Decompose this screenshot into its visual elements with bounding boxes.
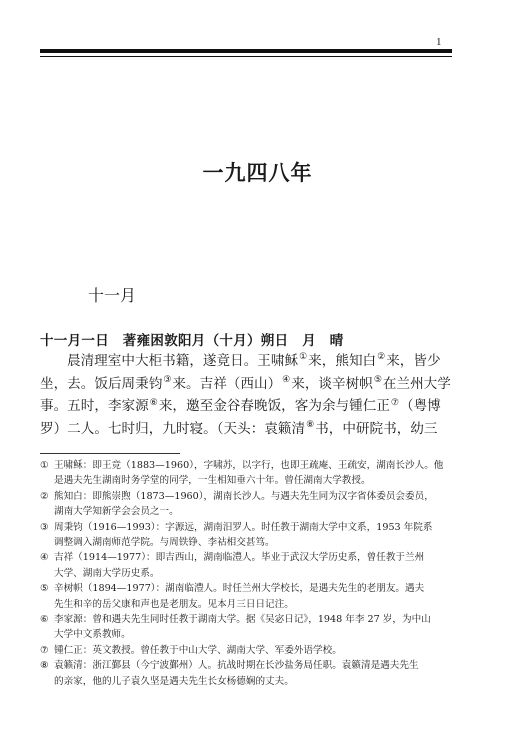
year-title: 一九四八年 — [202, 160, 313, 185]
footnote-line: 王啸稣：即王竞（1883—1960），字啸苏，以字行，也即王疏庵、王疏安，湖南长沙人。他 — [54, 460, 444, 471]
footnote-line: 周秉钧（1916—1993）：字源远，湖南汨罗人。时任教于湖南大学中文系，1953 年院系 — [54, 521, 433, 533]
footnote-ref: ⑧ — [306, 420, 315, 431]
footnote-mark: ⑤ — [40, 583, 49, 595]
entry-text: 来，皆少 — [386, 353, 441, 369]
entry-text: （粤博 — [400, 398, 441, 415]
footnote-line: 大学、湖南大学历史系。 — [54, 567, 160, 579]
entry-text: 来，谈辛树帜 — [291, 375, 373, 392]
footnote-mark: ② — [40, 490, 49, 502]
footnote-line: 锺仁正：英文教授。曾任教于中山大学、湖南大学、军委外语学校。 — [54, 644, 342, 656]
footnote-mark: ④ — [40, 552, 49, 564]
month-title: 十一月 — [88, 286, 137, 305]
footnote-ref: ⑥ — [149, 397, 158, 408]
footnote-line: 李家源：曾和遇夫先生同时任教于湖南大学。据《吴宓日记》，1948 年李 27 岁，为中山 — [54, 614, 431, 626]
footnote — [40, 550, 453, 581]
entry-line — [40, 373, 453, 396]
entry-body — [40, 350, 453, 440]
entry-line — [40, 418, 453, 441]
footnote-line: 是遇夫先生湖南时务学堂的同学，一生相知垂六十年。曾任湖南大学教授。 — [54, 475, 371, 487]
footnote — [40, 581, 453, 612]
footnote — [40, 458, 453, 489]
footnote — [40, 520, 453, 551]
footnote — [40, 643, 453, 658]
header-rule-thin — [40, 56, 452, 57]
entry-text: 来，邀至金谷春晚饭，客为余与锺仁正 — [158, 398, 390, 415]
footnote-ref: ⑦ — [390, 397, 399, 408]
entry-text: 书，中研院书，幼三 — [315, 420, 438, 437]
entry-text: 晨清理室中大柜书籍，遂竟日。王啸稣 — [67, 353, 299, 369]
footnote-mark: ⑦ — [40, 644, 49, 656]
footnote-mark: ⑧ — [40, 660, 49, 672]
entry-text: 来。吉祥（西山） — [172, 375, 282, 392]
footnote-ref: ③ — [163, 375, 172, 386]
entry-text: 坐，去。饭后周秉钧 — [40, 375, 163, 392]
footnotes — [40, 458, 453, 689]
footnote-line: 先生和辛的岳父康和声也是老朋友。见本月三日日记注。 — [54, 598, 294, 610]
footnote-ref: ④ — [282, 375, 291, 386]
footnote-line: 的亲家，他的儿子袁久坚是遇夫先生长女杨德娴的丈夫。 — [54, 675, 294, 687]
footnote-line: 湖南大学知新学会会员之一。 — [54, 506, 179, 518]
footnote-ref: ⑤ — [373, 375, 382, 386]
entry-heading: 十一月一日 著雍困敦阳月（十月）朔日 月 晴 — [40, 333, 344, 349]
footnote-rule — [40, 453, 180, 454]
entry-text: 事。五时，李家源 — [40, 398, 149, 415]
footnote-mark: ① — [40, 460, 49, 471]
footnote — [40, 612, 453, 643]
entry-line — [40, 350, 453, 373]
entry-text: 罗）二人。七时归，九时寝。（天头：袁籁清 — [40, 420, 306, 437]
footnote-line: 熊知白：即熊崇煦（1873—1960），湖南长沙人。与遇夫先生同为汉字省体委员会委员， — [54, 490, 434, 502]
footnote-ref: ② — [377, 352, 386, 363]
entry-line — [40, 395, 453, 418]
entry-text: 在兰州大学 — [382, 375, 451, 392]
footnote-line: 袁籁清：浙江鄞县（今宁波鄞州）人。抗战时期在长沙盐务局任职。袁籁清是遇夫先生 — [54, 660, 419, 672]
footnote-line: 调整调入湖南师范学院。与周铁铮、李祜相交甚笃。 — [54, 537, 275, 549]
page-number: 1 — [436, 36, 442, 48]
header-rule-thick — [40, 49, 452, 53]
footnote-mark: ③ — [40, 521, 49, 533]
footnote — [40, 658, 453, 689]
footnote-line: 吉祥（1914—1977）：即吉西山，湖南临澧人。毕业于武汉大学历史系，曾任教于兰州 — [54, 552, 425, 564]
footnote-mark: ⑥ — [40, 614, 49, 626]
footnote-line: 辛树帜（1894—1977）：湖南临澧人。时任兰州大学校长，是遇夫先生的老朋友。遇夫 — [54, 583, 425, 595]
entry-text: 来，熊知白 — [308, 353, 377, 369]
footnote-line: 大学中文系教师。 — [54, 629, 131, 641]
footnote-ref: ① — [299, 352, 308, 363]
footnote — [40, 489, 453, 520]
